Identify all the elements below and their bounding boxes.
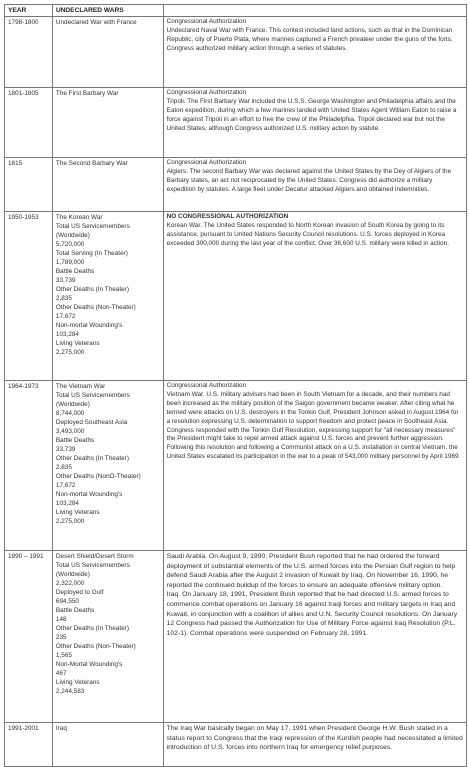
war-stat-line: (Worldwide)	[55, 571, 90, 578]
war-stat-line: 1,565	[55, 652, 72, 659]
description-cell	[163, 212, 466, 381]
authorization-heading: Congressional Authorization	[166, 159, 247, 166]
war-stat-line: 103,284	[55, 331, 79, 338]
war-name: Desert Shield/Desert Storm	[55, 553, 134, 560]
description-cell	[163, 158, 466, 212]
table-row	[5, 381, 467, 551]
war-stat-line: Battle Deaths	[55, 437, 95, 444]
war-stat-line: Total US Servicemembers	[55, 223, 130, 230]
war-stat-line: 5,720,000	[55, 241, 85, 248]
table-row	[5, 158, 467, 212]
war-stat-line: Non-mortal Wounding's	[55, 322, 123, 329]
war-stat-line: Deployed to Gulf	[55, 589, 104, 596]
war-stat-line: Total Serving (In Theater)	[55, 250, 128, 257]
description-paragraph: Iraq. On January 18, 1991, President Bush reported that he had directed U.S. armed forces to commence combat operations on January 16 against Iraqi forces and military targets in Iraq and Kuwait, in conjunction with a coalition of allies and U.N. Security Council resolutions. On January 12 Congress had passed the Authorization for Use of Military Force against Iraq Resolution (P.L. 102-1). Combat operations were suspended on February 28, 1991.	[166, 591, 458, 637]
war-stat-line: 2,275,000	[55, 349, 85, 356]
authorization-heading: Congressional Authorization	[166, 89, 247, 96]
war-name: Undeclared War with France	[55, 19, 137, 26]
war-stat-line: Other Deaths (In Theater)	[55, 286, 129, 293]
war-stat-line: (Worldwide)	[55, 401, 90, 408]
war-stat-line: 17,672	[55, 482, 76, 489]
war-stat-line: 2,835	[55, 464, 72, 471]
description-paragraph: Tripoli. The First Barbary War included the U.S.S. George Washington and Philadelphia affairs and the Eaton expedition, during which a few marines landed with United States Agent William Eaton to raise a force against Tripoli in an effort to free the crew of the Philadelphia. Tripoli declared war but not the United States, although Congress authorized U.S. military action by statute.	[166, 97, 457, 132]
war-cell	[52, 551, 163, 723]
war-cell	[52, 212, 163, 381]
war-cell	[52, 723, 163, 767]
year-cell: 1964-1973	[5, 381, 53, 551]
war-stat-line: 8,744,000	[55, 410, 85, 417]
war-stat-line: 103,284	[55, 500, 79, 507]
authorization-heading: Congressional Authorization	[166, 18, 247, 25]
war-stat-line: 2,275,000	[55, 518, 85, 525]
war-name: The First Barbary War	[55, 90, 119, 97]
war-stat-line: (Worldwide)	[55, 232, 90, 239]
year-cell: 1950-1953	[5, 212, 53, 381]
war-stat-line: 2,244,583	[55, 688, 85, 695]
year-cell: 1801-1805	[5, 88, 53, 158]
year-cell: 1990 – 1991	[5, 551, 53, 723]
war-cell	[52, 88, 163, 158]
description-paragraph: Algiers. The second Barbary War was declared against the United States by the Dey of Algiers of the Barbary states, an act not reciprocated by the United States. Congress did authorize a military expedition by statutes. A large fleet under Decatur attacked Algiers and obtained indemnities.	[166, 167, 452, 193]
war-stat-line: Total US Servicemembers	[55, 562, 130, 569]
war-stat-line: Deployed Southeast Asia	[55, 419, 128, 426]
war-stat-line: 2,322,000	[55, 580, 85, 587]
war-name: Iraq	[55, 725, 67, 732]
war-cell	[52, 158, 163, 212]
war-cell	[52, 17, 163, 88]
war-stat-line: Living Veterans	[55, 340, 100, 347]
description-paragraph: Undeclared Naval War with France. This contest included land actions, such as that in the Dominican Republic, city of Puerto Plata, where marines captured a French privateer under the guns of the forts. Congress authorized military action through a series of statutes.	[166, 26, 453, 52]
table-row	[5, 723, 467, 767]
description-cell	[163, 551, 466, 723]
year-column-header: YEAR	[5, 5, 53, 17]
description-cell	[163, 17, 466, 88]
description-paragraph: Saudi Arabia. On August 9, 1990, President Bush reported that he had ordered the forward deployment of substantial elements of the U.S. armed forces into the Persian Gulf region to help defend Saudi Arabia after the August 2 invasion of Kuwait by Iraq. On November 16, 1990, he reported the continued buildup of the forces to ensure an adequate offensive military option.	[166, 553, 456, 589]
war-name: The Vietnam War	[55, 383, 106, 390]
war-name: The Korean War	[55, 214, 103, 221]
year-cell: 1815	[5, 158, 53, 212]
description-paragraph: The Iraq War basically began on May 17, 1991 when President George H.W. Bush stated in a status report to Congress that the Iraqi repression of the Kurdish people had necessitated a limited introduction of U.S. forces into northern Iraq for emergency relief purposes.	[166, 725, 463, 752]
war-column-header: UNDECLARED WARS	[52, 5, 163, 17]
war-stat-line: Battle Deaths	[55, 268, 95, 275]
year-cell: 1991-2001	[5, 723, 53, 767]
description-cell	[163, 723, 466, 767]
war-cell	[52, 381, 163, 551]
authorization-heading: NO CONGRESSIONAL AUTHORIZATION	[166, 213, 289, 220]
war-stat-line: Battle Deaths	[55, 607, 95, 614]
war-stat-line: Other Deaths (In Theater)	[55, 625, 129, 632]
table-row	[5, 212, 467, 381]
war-stat-line: Total US Servicemembers	[55, 392, 130, 399]
war-stat-line: 694,550	[55, 598, 79, 605]
header-row	[5, 5, 467, 17]
war-stat-line: 235	[55, 634, 67, 641]
war-stat-line: Non-mortal Wounding's	[55, 491, 123, 498]
war-stat-line: Non-Mortal Wounding's	[55, 661, 123, 668]
table-row	[5, 17, 467, 88]
description-paragraph: Korean War. The United States responded to North Korean invasion of South Korea by going to its assistance, pursuant to United Nations Security Council resolutions. U.S. forces deployed in Korea exceeded 300,000 during the last year of the conflict. Over 36,600 U.S. military were killed in action.	[166, 221, 449, 247]
table-row	[5, 551, 467, 723]
war-stat-line: Other Deaths (Non-Theater)	[55, 643, 136, 650]
description-cell	[163, 88, 466, 158]
war-name: The Second Barbary War	[55, 160, 128, 167]
description-paragraph: Vietnam War. U.S. military advisers had been in South Vietnam for a decade, and their numbers had been increased as the military position of the Saigon government became weaker. After citing what he termed were attacks on U.S. destroyers in the Tonkin Gulf, President Johnson asked in August 1964 for a resolution expressing U.S. determination to support freedom and protect peace in Southeast Asia. Congress responded with the Tonkin Gulf Resolution, expressing support for “all necessary measures” the President might take to repel armed attack against U.S. forces and prevent further aggression. Following this resolution and following a Communist attack on a U.S. installation in central Vietnam, the United States escalated its participation in the war to a peak of 543,000 military personnel by April 1969.	[166, 390, 461, 461]
war-stat-line: Living Veterans	[55, 509, 100, 516]
authorization-column-header	[163, 5, 466, 17]
description-cell	[163, 381, 466, 551]
war-stat-line: 1,789,000	[55, 259, 85, 266]
war-stat-line: 17,672	[55, 313, 76, 320]
war-stat-line: 3,493,000	[55, 428, 85, 435]
war-stat-line: 2,835	[55, 295, 72, 302]
table-row	[5, 88, 467, 158]
war-stat-line: Other Deaths (NonO-Theater)	[55, 473, 141, 480]
war-stat-line: Other Deaths (Non-Theater)	[55, 304, 136, 311]
war-stat-line: 467	[55, 670, 67, 677]
war-stat-line: Other Deaths (In Theater)	[55, 455, 129, 462]
year-cell: 1798-1800	[5, 17, 53, 88]
war-stat-line: 33,739	[55, 277, 76, 284]
authorization-heading: Congressional Authorization	[166, 382, 247, 389]
undeclared-wars-table	[4, 4, 467, 767]
war-stat-line: 148	[55, 616, 67, 623]
war-stat-line: 33,739	[55, 446, 76, 453]
war-stat-line: Living Veterans	[55, 679, 100, 686]
